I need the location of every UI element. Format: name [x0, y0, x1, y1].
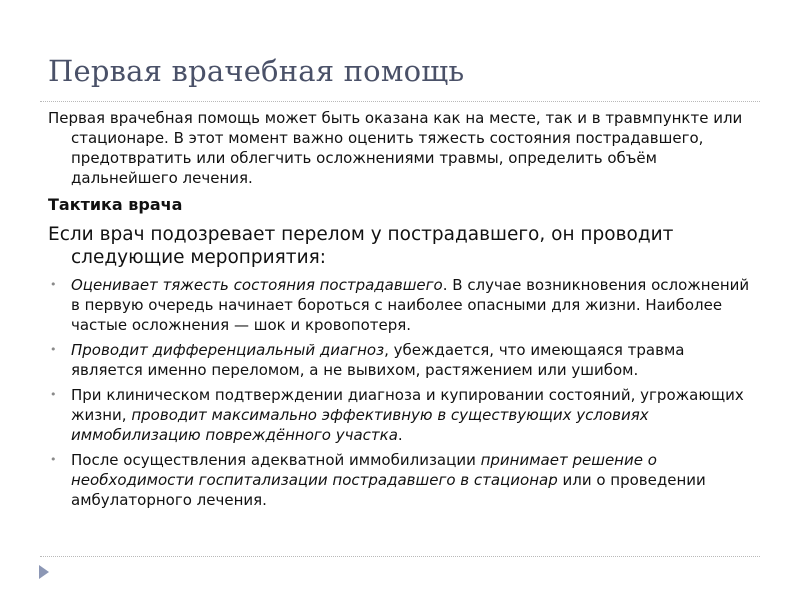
bullet-text: При клиническом подтверждении диагноза и купировании состояний, угрожающих жизни, [71, 386, 744, 424]
bullet-icon: • [50, 278, 57, 291]
title-divider [40, 101, 760, 102]
footer-divider [40, 556, 760, 557]
bullet-emphasis: принимает решение о необходимости госпитализации пострадавшего в стационар [71, 451, 657, 489]
bullet-icon: • [50, 453, 57, 466]
bullet-emphasis: Проводит дифференциальный диагноз [71, 341, 385, 359]
bullet-emphasis: проводит максимально эффективную в существующих условиях иммобилизацию повреждённого участка [71, 406, 649, 444]
slide-content [48, 108, 760, 515]
slide-title: Первая врачебная помощь [48, 54, 465, 88]
bullet-text: . В случае возникновения осложнений в первую очередь начинает бороться с наиболее опасными для жизни. Наиболее частые осложнения — шок и кровопотеря. [71, 276, 750, 334]
list-item [48, 340, 760, 380]
bullet-icon: • [50, 388, 57, 401]
bullet-list [48, 275, 760, 510]
bullet-text: , убеждается, что имеющаяся травма является именно переломом, а не вывихом, растяжением или ушибом. [71, 341, 685, 379]
bullet-emphasis: Оценивает тяжесть состояния пострадавшего [71, 276, 443, 294]
intro-paragraph: Первая врачебная помощь может быть оказана как на месте, так и в травмпункте или стационаре. В этот момент важно оценить тяжесть состояния пострадавшего, предотвратить или облегчить осложнениями травмы, определить объём дальнейшего лечения. [48, 109, 743, 187]
list-item [48, 275, 760, 335]
bullet-text: После осуществления адекватной иммобилизации [71, 451, 481, 469]
bullet-text-end: или о проведении амбулаторного лечения. [71, 471, 706, 509]
list-item [48, 385, 760, 445]
bullet-icon: • [50, 343, 57, 356]
list-item [48, 450, 760, 510]
bullet-text-end: . [397, 426, 403, 444]
lead-paragraph: Если врач подозревает перелом у пострадавшего, он проводит следующие мероприятия: [48, 224, 674, 268]
triangle-right-icon[interactable] [39, 565, 49, 579]
section-heading: Тактика врача [48, 195, 183, 214]
